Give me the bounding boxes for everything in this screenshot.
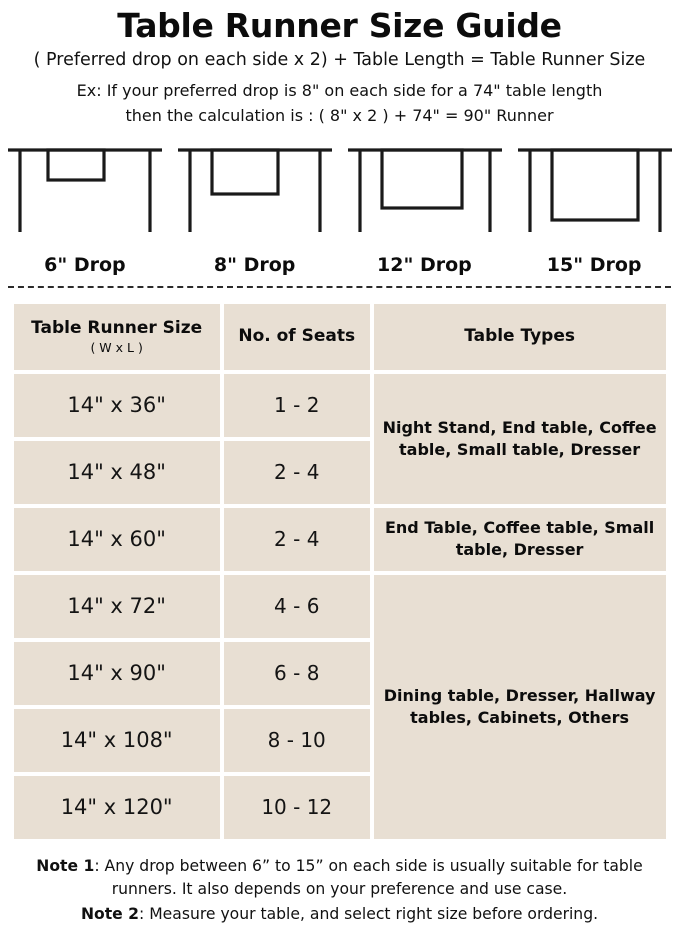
formula-line: ( Preferred drop on each side x 2) + Table Length = Table Runner Size [33, 50, 646, 71]
cell-types: Dining table, Dresser, Hallway tables, Cabinets, Others [374, 575, 666, 839]
header-size-label: Table Runner Size [31, 317, 203, 338]
cell-seats: 2 - 4 [224, 441, 370, 504]
table-header-row [14, 304, 666, 370]
note-1-label: Note 1 [36, 856, 95, 875]
dashed-divider [8, 286, 671, 288]
cell-size: 14" x 120" [14, 776, 220, 839]
drop-label-row [0, 254, 679, 276]
cell-types: Night Stand, End table, Coffee table, Small table, Dresser [374, 374, 666, 504]
diagram-8in [178, 150, 332, 232]
header-types: Table Types [374, 304, 666, 370]
header-seats: No. of Seats [224, 304, 370, 370]
cell-seats: 6 - 8 [224, 642, 370, 705]
cell-size: 14" x 36" [14, 374, 220, 437]
note-2 [10, 903, 669, 926]
cell-size: 14" x 90" [14, 642, 220, 705]
diagram-12in [348, 150, 502, 232]
cell-seats: 1 - 2 [224, 374, 370, 437]
cell-size: 14" x 60" [14, 508, 220, 571]
table-row [14, 575, 666, 638]
drop-label-15in: 15" Drop [546, 253, 642, 276]
table-row [14, 374, 666, 437]
example-line-2: then the calculation is : ( 8" x 2 ) + 74" = 90" Runner [125, 106, 554, 126]
cell-size: 14" x 108" [14, 709, 220, 772]
example-line-1: Ex: If your preferred drop is 8" on each side for a 74" table length [76, 81, 603, 101]
cell-seats: 4 - 6 [224, 575, 370, 638]
drop-label-8in: 8" Drop [213, 253, 296, 276]
drop-label-12in: 12" Drop [377, 253, 472, 276]
header-size-sublabel: ( W x L ) [90, 340, 143, 356]
note-2-text: : Measure your table, and select right size before ordering. [139, 905, 599, 924]
table-row [14, 508, 666, 571]
diagram-15in [518, 150, 672, 232]
header-size [14, 304, 220, 370]
cell-size: 14" x 48" [14, 441, 220, 504]
notes-section [10, 855, 669, 927]
drop-diagram-svg [0, 136, 679, 248]
note-2-label: Note 2 [80, 905, 140, 924]
diagram-6in [8, 150, 162, 232]
drop-diagrams [0, 136, 679, 252]
size-table [10, 300, 670, 843]
drop-label-6in: 6" Drop [44, 253, 126, 276]
cell-size: 14" x 72" [14, 575, 220, 638]
size-guide-page [0, 6, 679, 924]
cell-seats: 8 - 10 [224, 709, 370, 772]
cell-types: End Table, Coffee table, Small table, Dresser [374, 508, 666, 571]
cell-seats: 10 - 12 [224, 776, 370, 839]
page-title: Table Runner Size Guide [117, 6, 562, 45]
note-1-text: : Any drop between 6” to 15” on each side is usually suitable for table runners. It also depends on your preference and use case. [94, 856, 643, 898]
cell-seats: 2 - 4 [224, 508, 370, 571]
note-1 [10, 855, 669, 902]
